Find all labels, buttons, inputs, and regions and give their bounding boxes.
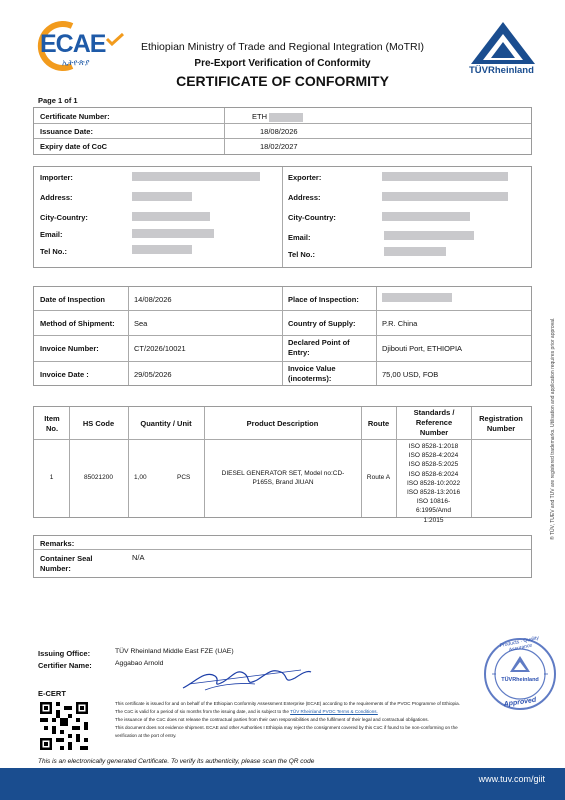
inspection-place-redacted — [382, 293, 452, 302]
certifier-signature — [175, 662, 315, 694]
unit-cell: PCS — [177, 474, 191, 481]
tuv-logo — [463, 20, 543, 80]
importer-city-label: City-Country: — [40, 213, 88, 222]
inspection-table — [33, 286, 532, 386]
standards-cell — [396, 442, 471, 525]
tuv-triangle-icon — [463, 20, 543, 65]
ecert-disclaimer — [115, 700, 535, 740]
certificate-subtitle: Pre-Export Verification of Conformity — [194, 58, 371, 69]
disclaimer-line: This certificate is issued for and on behalf of the Ethiopian Conformity Assessment Enterprise (ECAE) according to the requirements of the PVOC Programme of Ethiopia. — [115, 701, 460, 706]
page-number: Page 1 of 1 — [38, 96, 78, 105]
standard-entry: ISO 8528-5:2025 — [408, 461, 459, 469]
expiry-date-label: Expiry date of CoC — [40, 142, 108, 151]
importer-tel-label: Tel No.: — [40, 247, 67, 256]
shipment-method-value: Sea — [134, 319, 148, 328]
issuance-date-label: Issuance Date: — [40, 127, 93, 136]
col-header-registration: Registration Number — [479, 414, 523, 433]
disclaimer-line: This document does not evidence shipment. ECAE and other Authorities I Ethiopia may reject the consignment covered by this CoC if found to be non-conforming on the — [115, 725, 458, 730]
entry-point-value: Djibouti Port, ETHIOPIA — [382, 344, 463, 353]
invoice-date-value: 29/05/2026 — [134, 370, 172, 379]
expiry-date-value: 18/02/2027 — [260, 142, 298, 151]
verification-qr-code[interactable] — [40, 702, 88, 750]
remarks-box — [33, 535, 532, 578]
exporter-redacted — [382, 172, 508, 181]
importer-city-redacted — [132, 212, 210, 221]
importer-address-label: Address: — [40, 193, 73, 202]
standard-entry: ISO 8528-6:2024 — [408, 470, 459, 478]
importer-address-redacted — [132, 192, 192, 201]
entry-point-label: Declared Point of Entry: — [288, 338, 350, 357]
trademark-side-note: ® TÜV, TUEV and TUV are registered trademarks. Utilisation and application requires prior approval. — [550, 317, 556, 540]
standard-entry: ISO 10816-6:1995/Amd 1:2015 — [415, 498, 452, 524]
quantity-cell: 1,00 — [134, 474, 147, 481]
invoice-date-label: Invoice Date : — [40, 370, 89, 379]
invoice-value-value: 75,00 USD, FOB — [382, 370, 439, 379]
terms-conditions-link[interactable]: TÜV Rheinland PVOC Terms & Conditions. — [290, 709, 378, 714]
exporter-label: Exporter: — [288, 173, 322, 182]
route-cell: Route A — [366, 474, 391, 481]
exporter-city-redacted — [382, 212, 470, 221]
stamp-top-text: Products · Quality Assurance — [499, 634, 540, 654]
footer-url[interactable]: www.tuv.com/giit — [478, 774, 545, 784]
standard-entry: ISO 8528-13:2016 — [406, 489, 461, 497]
electronic-generated-note: This is an electronically generated Certificate. To verify its authenticity, please scan the QR code — [38, 758, 315, 765]
inspection-date-value: 14/08/2026 — [134, 295, 172, 304]
exporter-email-label: Email: — [288, 233, 311, 242]
importer-email-label: Email: — [40, 230, 63, 239]
standard-entry: ISO 8528-4:2024 — [408, 452, 459, 460]
disclaimer-line: The CoC is valid for a period of six months from the issuing date, and is subject to the TÜV Rheinland PVOC Terms & Conditions. — [115, 709, 378, 714]
exporter-city-label: City-Country: — [288, 213, 336, 222]
certificate-info-table — [33, 107, 532, 155]
description-cell: DIESEL GENERATOR SET, Model no:CD-P165S, Brand JIUAN — [221, 470, 345, 486]
exporter-tel-label: Tel No.: — [288, 250, 315, 259]
issuance-date-value: 18/08/2026 — [260, 127, 298, 136]
exporter-tel-redacted — [384, 247, 446, 256]
col-header-item-no: Item No. — [44, 414, 60, 433]
item-no-cell: 1 — [49, 474, 54, 481]
invoice-value-label: Invoice Value (incoterms): — [288, 364, 336, 383]
importer-tel-redacted — [132, 245, 192, 254]
inspection-place-label: Place of Inspection: — [288, 295, 359, 304]
hs-code-cell: 85021200 — [84, 474, 113, 481]
issuing-office-value: TÜV Rheinland Middle East FZE (UAE) — [115, 648, 234, 655]
inspection-date-label: Date of Inspection — [40, 295, 106, 304]
certificate-number-label: Certificate Number: — [40, 112, 110, 121]
shipment-method-label: Method of Shipment: — [40, 319, 115, 328]
standard-entry: ISO 8528-1:2018 — [408, 443, 459, 450]
col-header-description: Product Description — [246, 419, 319, 428]
invoice-number-value: CT/2026/10021 — [134, 344, 186, 353]
ministry-name: Ethiopian Ministry of Trade and Regional Integration (MoTRI) — [140, 41, 425, 53]
importer-redacted — [132, 172, 260, 181]
col-header-quantity: Quantity / Unit — [140, 419, 192, 428]
qr-code-graphic — [40, 702, 88, 750]
disclaimer-line: The issuance of the CoC does not release the contractual parties from their own responsibilities and the fulfilment of their legal and contractual obligations. — [115, 717, 429, 722]
stamp-brand: TÜVRheinland — [501, 677, 539, 683]
invoice-number-label: Invoice Number: — [40, 344, 99, 353]
supply-country-label: Country of Supply: — [288, 319, 356, 328]
container-seal-label: Container Seal Number: — [40, 554, 93, 573]
tuv-brand-text: TÜVRheinland — [469, 65, 534, 76]
certificate-title: CERTIFICATE OF CONFORMITY — [176, 73, 389, 89]
ecae-logo-subtext: ኢትዮጵያ — [62, 58, 90, 67]
exporter-address-redacted — [382, 192, 508, 201]
col-header-standards: Standards / Reference Number — [413, 408, 455, 437]
importer-email-redacted — [132, 229, 214, 238]
standard-entry: ISO 8528-10:2022 — [406, 479, 461, 487]
ecert-label: E-CERT — [38, 689, 66, 698]
stamp-bottom-text: Approved — [503, 696, 537, 709]
supply-country-value: P.R. China — [382, 319, 418, 328]
issuing-office-label: Issuing Office: — [38, 649, 91, 658]
exporter-address-label: Address: — [288, 193, 321, 202]
footer-bar — [0, 768, 565, 800]
certifier-name-value: Aggabao Arnold — [115, 660, 164, 667]
disclaimer-line: verification at the port of entry. — [115, 733, 177, 738]
remarks-label: Remarks: — [40, 539, 75, 548]
parties-box — [33, 166, 532, 268]
col-header-route: Route — [367, 419, 390, 428]
certifier-name-label: Certifier Name: — [38, 661, 92, 670]
importer-label: Importer: — [40, 173, 73, 182]
certificate-number-value: ETH — [252, 112, 303, 122]
container-seal-value: N/A — [132, 553, 145, 562]
items-table — [33, 406, 532, 524]
ecae-logo-text: ECAE — [40, 30, 106, 58]
col-header-hs-code: HS Code — [82, 419, 115, 428]
exporter-email-redacted — [384, 231, 474, 240]
